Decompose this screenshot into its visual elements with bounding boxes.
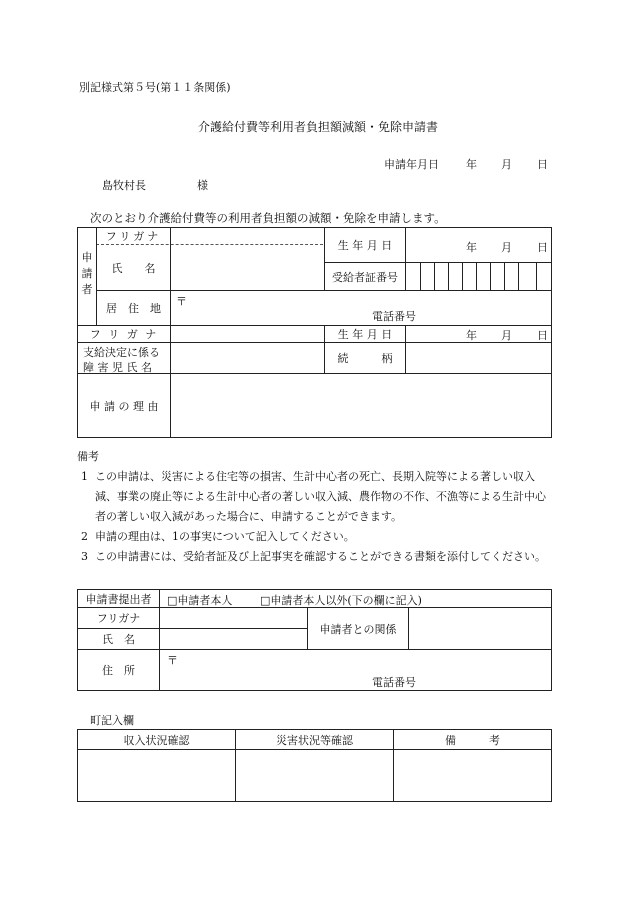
applicant-birth-day: 日 xyxy=(537,241,548,254)
cert-number-label: 受給者証番号 xyxy=(332,270,398,284)
addressee-honorific: 様 xyxy=(197,179,208,192)
submitter-phone-label: 電話番号 xyxy=(372,676,416,689)
child-birth-month: 月 xyxy=(501,329,512,342)
child-furigana-label: フ リ ガ ナ xyxy=(89,328,159,341)
option-other-checkbox[interactable]: □申請者本人以外(下の欄に記入) xyxy=(260,594,422,607)
note-3-text: この申請書には、受給者証及び上記事実を確認することができる書類を添付してください。 xyxy=(95,550,546,563)
applicant-postal-mark: 〒 xyxy=(176,295,187,308)
reason-label: 申 請 の 理 由 xyxy=(89,399,159,413)
applicant-name-label: 氏 名 xyxy=(111,261,156,275)
town-col-disaster: 災害状況等確認 xyxy=(276,733,353,747)
applicant-address-label: 居 住 地 xyxy=(106,302,161,315)
note-2-number: 2 xyxy=(81,530,88,543)
applicant-birth-year: 年 xyxy=(466,241,477,254)
note-1-number: 1 xyxy=(81,470,88,483)
note-1-text: この申請は、災害による住宅等の損害、生計中心者の死亡、長期入院等による著しい収入減、事業の廃止等による生計中心者の著しい収入減、農作物の不作、不漁等による生計中心者の著しい収入減があった場合に、申請することができます。 xyxy=(95,470,546,523)
applicant-phone-label: 電話番号 xyxy=(372,310,416,323)
child-name-label-line1: 支給決定に係る xyxy=(83,346,160,359)
child-birthdate-label: 生 年 月 日 xyxy=(337,328,393,341)
submitter-name-label: 氏 名 xyxy=(102,633,135,646)
option-self-checkbox[interactable]: □申請者本人 xyxy=(167,594,233,607)
applicant-group-label: 申請者 xyxy=(81,251,93,296)
note-2-text: 申請の理由は、1の事実について記入してください。 xyxy=(95,530,355,543)
applicant-birth-month: 月 xyxy=(501,241,512,254)
date-day: 日 xyxy=(537,158,548,171)
date-year: 年 xyxy=(466,158,477,171)
submitter-address-label: 住 所 xyxy=(102,664,135,677)
form-number: 別記様式第５号(第１１条関係) xyxy=(79,81,231,94)
submitter-relation-label: 申請者との関係 xyxy=(319,622,397,636)
note-3-number: 3 xyxy=(81,550,88,563)
application-date-label: 申請年月日 xyxy=(384,158,439,171)
child-birth-year: 年 xyxy=(466,329,477,342)
intro-text: 次のとおり介護給付費等の利用者負担額の減額・免除を申請します。 xyxy=(90,211,446,225)
submitter-furigana-label: フリガナ xyxy=(96,612,141,625)
town-col-remarks: 備 考 xyxy=(445,733,500,747)
child-name-label-line2: 障 害 児 氏 名 xyxy=(83,361,152,374)
form-title: 介護給付費等利用者負担額減額・免除申請書 xyxy=(198,120,439,134)
town-section-heading: 町記入欄 xyxy=(90,714,134,727)
applicant-birthdate-label: 生 年 月 日 xyxy=(337,239,393,252)
applicant-furigana-label: フリガナ xyxy=(105,230,162,243)
addressee: 島牧村長 xyxy=(102,179,146,192)
town-col-income: 収入状況確認 xyxy=(123,733,190,747)
relation-label: 続 柄 xyxy=(337,352,393,365)
notes-heading: 備考 xyxy=(77,450,99,463)
submitter-label: 申請書提出者 xyxy=(85,592,152,606)
submitter-postal-mark: 〒 xyxy=(167,654,178,667)
date-month: 月 xyxy=(501,158,512,171)
child-birth-day: 日 xyxy=(537,329,548,342)
